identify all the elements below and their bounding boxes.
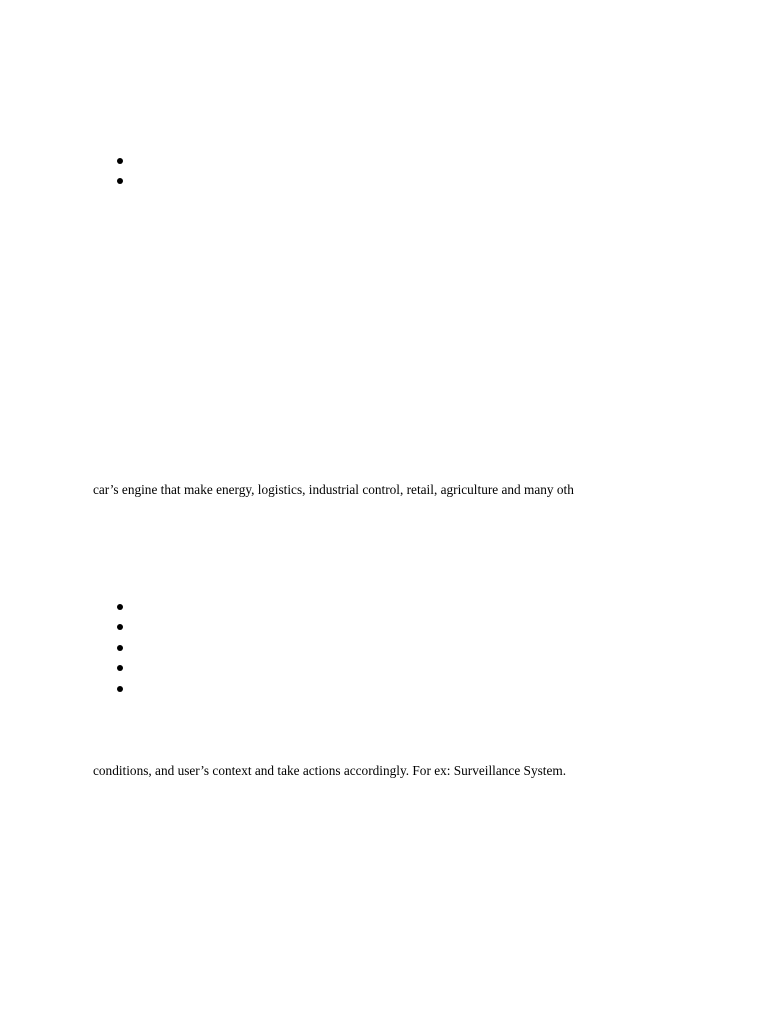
- text-line-surveillance: conditions, and user’s context and take actions accordingly. For ex: Surveillance System.: [93, 763, 567, 778]
- text-line-energy-logistics: car’s engine that make energy, logistics, industrial control, retail, agriculture and many oth: [93, 482, 574, 497]
- bullet-dot-icon: [117, 665, 123, 671]
- bullet-dot-icon: [117, 604, 123, 610]
- bullet-dot-icon: [117, 645, 123, 651]
- bullet-dot-icon: [117, 158, 123, 164]
- bullet-dot-icon: [117, 686, 123, 692]
- bullet-dot-icon: [117, 624, 123, 630]
- bullet-dot-icon: [117, 178, 123, 184]
